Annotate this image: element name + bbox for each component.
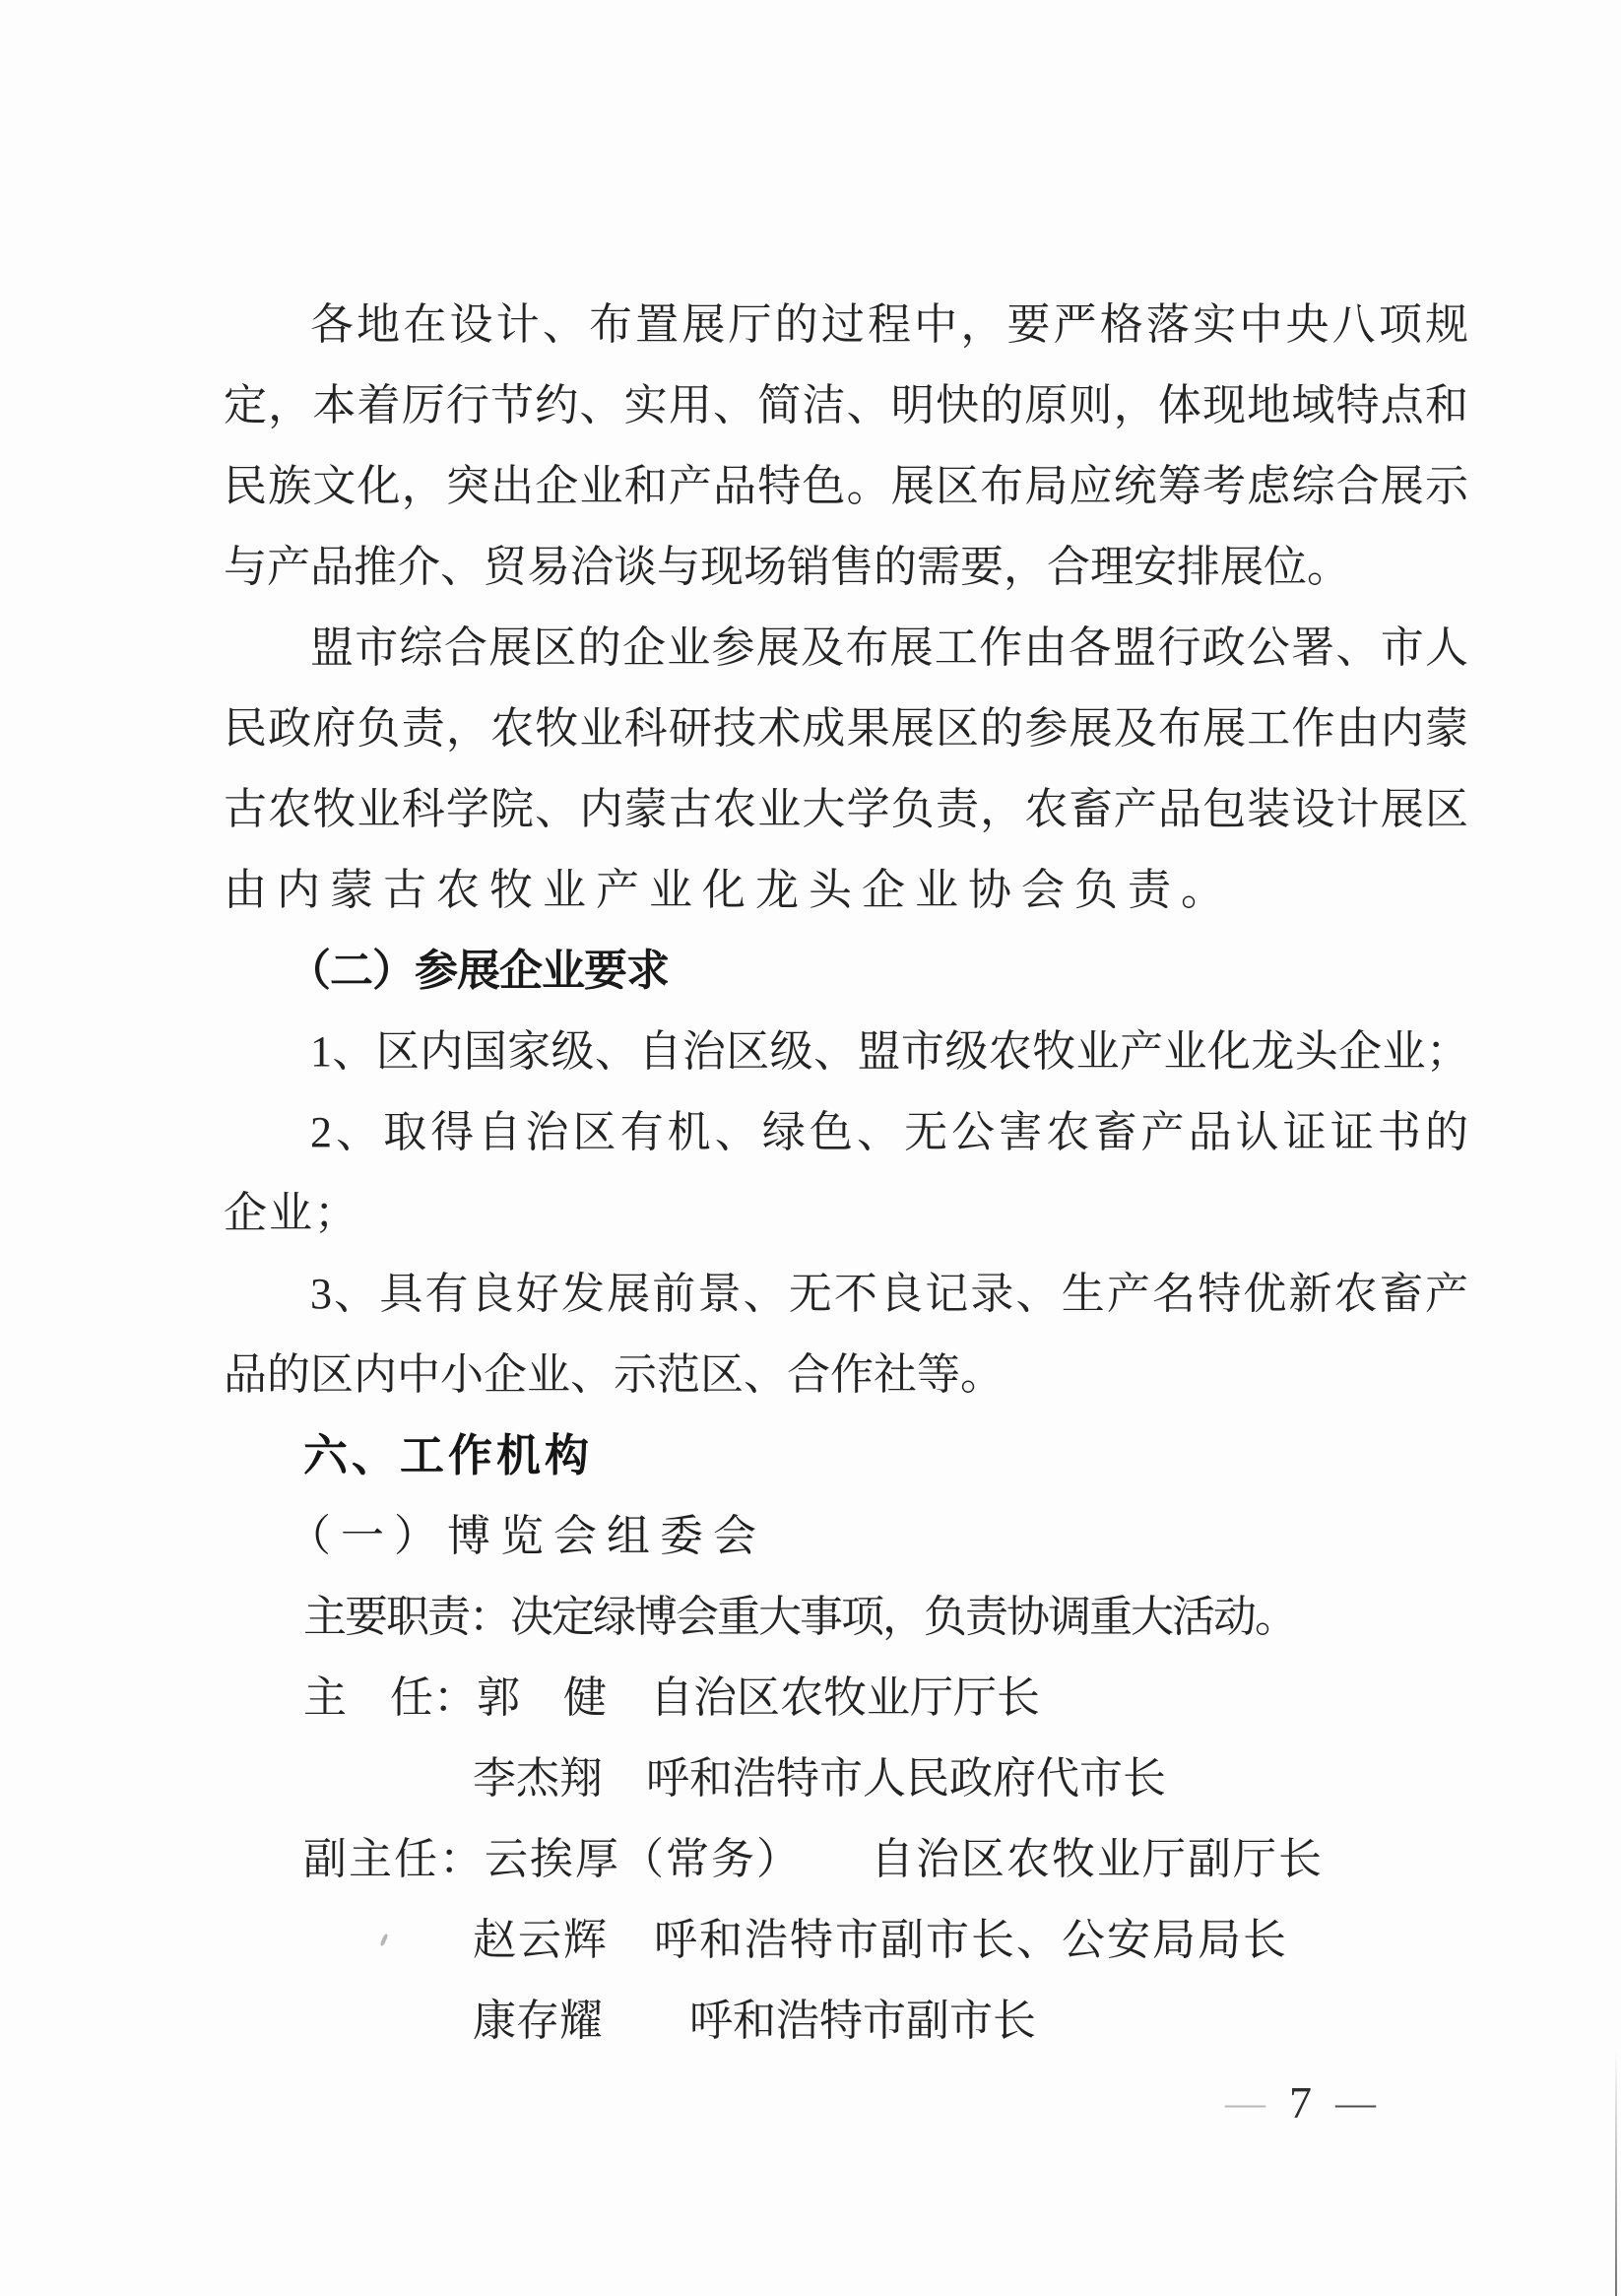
text-line: 李杰翔 呼和浩特市人民政府代市长 [473,1754,1166,1803]
text-line: 民族文化，突出企业和产品特色。展区布局应统筹考虑综合展示 [224,462,1468,510]
scan-edge-line [1615,2051,1617,2296]
text-line: 3、具有良好发展前景、无不良记录、生产名特优新农畜产 [310,1270,1468,1318]
text-line: （一）博览会组委会 [288,1512,766,1560]
page-number-dash-left: — [1225,2079,1265,2125]
text-line: 主 任：郭 健 自治区农牧业厅厅长 [303,1673,1040,1722]
text-line: 古农牧业科学院、内蒙古农业大学负责，农畜产品包装设计展区 [224,785,1468,833]
text-line: 1、区内国家级、自治区级、盟市级农牧业产业化龙头企业； [310,1027,1468,1076]
text-line: 盟市综合展区的企业参展及布展工作由各盟行政公署、市人 [310,623,1468,672]
text-line: 定，本着厉行节约、实用、简洁、明快的原则，体现地域特点和 [224,381,1468,429]
document-text-block [224,285,1468,2062]
text-line: 民政府负责，农牧业科研技术成果展区的参展及布展工作由内蒙 [224,704,1468,753]
page-number [1225,2074,1376,2130]
text-line: 赵云辉 呼和浩特市副市长、公安局局长 [473,1916,1288,1964]
text-line: 各地在设计、布置展厅的过程中，要严格落实中央八项规 [310,300,1468,349]
text-line: 企业； [224,1189,359,1237]
text-line: 与产品推介、贸易洽谈与现场销售的需要，合理安排展位。 [224,543,1350,591]
text-line: 康存耀 呼和浩特市副市长 [473,1997,1036,2045]
text-line: （二）参展企业要求 [288,947,669,995]
text-line: 2、取得自治区有机、绿色、无公害农畜产品认证证书的 [310,1108,1468,1156]
text-line: 品的区内中小企业、示范区、合作社等。 [224,1350,1004,1399]
text-line: 副主任：云挨厚（常务） 自治区农牧业厅副厅长 [303,1835,1324,1883]
page-number-dash-right: — [1335,2079,1376,2125]
text-line: 六、工作机构 [303,1429,594,1481]
page-number-value: 7 [1289,2076,1312,2128]
text-line: 主要职责：决定绿博会重大事项，负责协调重大活动。 [303,1593,1296,1641]
text-line: 由内蒙古农牧业产业化龙头企业协会负责。 [224,866,1234,914]
